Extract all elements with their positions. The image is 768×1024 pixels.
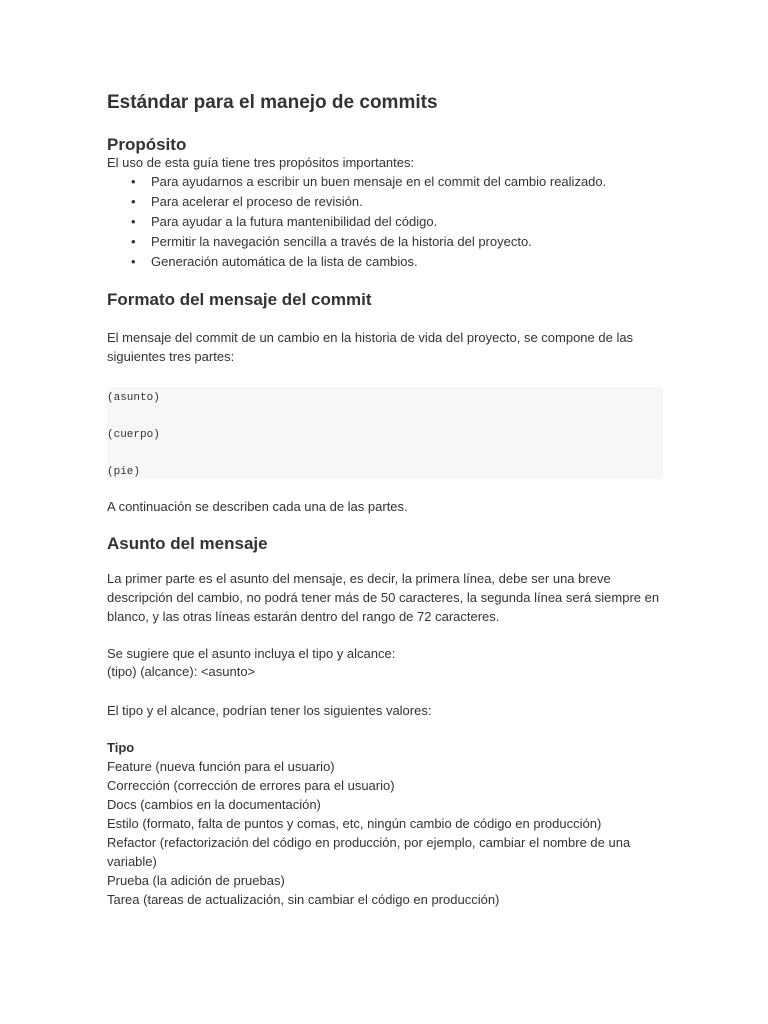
- purpose-list: [107, 172, 606, 272]
- bullet-icon: •: [131, 254, 136, 269]
- format-outro: A continuación se describen cada una de las partes.: [107, 499, 408, 514]
- format-intro: El mensaje del commit de un cambio en la historia de vida del proyecto, se compone de las siguientes tres partes:: [107, 330, 634, 364]
- list-item: • Para ayudarnos a escribir un buen mensaje en el commit del cambio realizado.: [107, 172, 606, 192]
- code-line-body: (cuerpo): [107, 429, 160, 441]
- code-line-subject: (asunto): [107, 392, 160, 404]
- code-line-footer: (pie): [107, 466, 141, 478]
- purpose-intro: El uso de esta guía tiene tres propósitos importantes:: [107, 155, 415, 170]
- list-item: Prueba (la adición de pruebas): [107, 873, 285, 888]
- bullet-icon: •: [131, 194, 136, 209]
- subject-paragraph: La primer parte es el asunto del mensaje, es decir, la primera línea, debe ser una breve descripción del cambio, no podrá tener más de 50 caracteres, la segunda línea será siempre en blanco, y las otras líneas estarán dentro del rango de 72 caracteres.: [107, 571, 660, 624]
- subject-heading: Asunto del mensaje: [107, 534, 268, 553]
- list-item: • Para acelerar el proceso de revisión.: [107, 192, 606, 212]
- list-item: Corrección (corrección de errores para el usuario): [107, 778, 395, 793]
- list-item: Docs (cambios en la documentación): [107, 797, 321, 812]
- bullet-icon: •: [131, 174, 136, 189]
- list-item: • Permitir la navegación sencilla a través de la historia del proyecto.: [107, 232, 606, 252]
- list-item: • Generación automática de la lista de cambios.: [107, 252, 606, 272]
- list-item: Estilo (formato, falta de puntos y comas, etc, ningún cambio de código en producción): [107, 816, 602, 831]
- document-title: Estándar para el manejo de commits: [107, 92, 438, 113]
- list-item: variable): [107, 854, 157, 869]
- suggest-line-1: Se sugiere que el asunto incluya el tipo y alcance:: [107, 646, 396, 661]
- purpose-heading: Propósito: [107, 135, 187, 154]
- values-intro: El tipo y el alcance, podrían tener los siguientes valores:: [107, 703, 432, 718]
- type-heading: Tipo: [107, 740, 135, 755]
- suggest-line-2: (tipo) (alcance): <asunto>: [107, 664, 256, 679]
- list-item: • Para ayudar a la futura mantenibilidad del código.: [107, 212, 606, 232]
- list-item: Tarea (tareas de actualización, sin cambiar el código en producción): [107, 892, 500, 907]
- bullet-icon: •: [131, 234, 136, 249]
- bullet-icon: •: [131, 214, 136, 229]
- format-heading: Formato del mensaje del commit: [107, 290, 372, 309]
- type-list: [107, 738, 630, 909]
- list-item: Feature (nueva función para el usuario): [107, 759, 335, 774]
- code-block: [107, 387, 663, 479]
- list-item: Refactor (refactorización del código en producción, por ejemplo, cambiar el nombre de una: [107, 835, 631, 850]
